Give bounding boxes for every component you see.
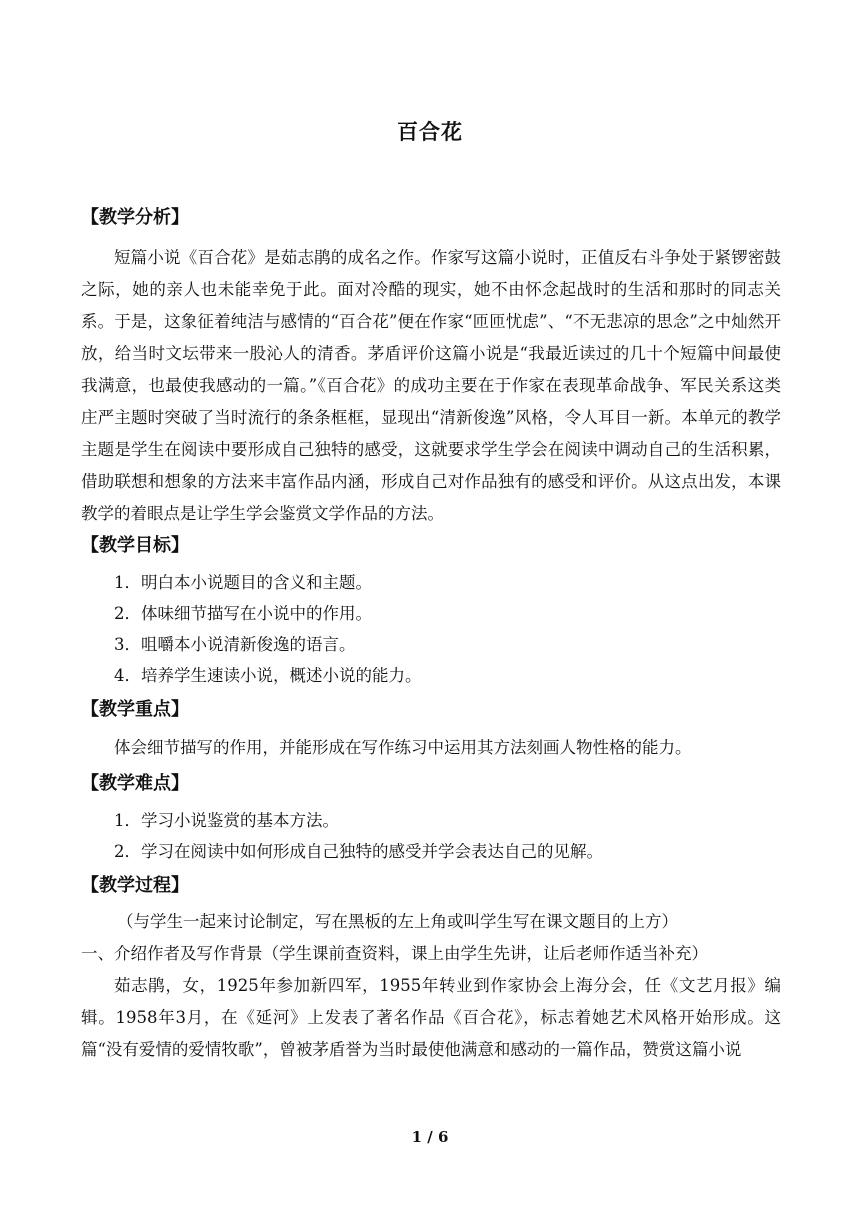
document-title: 百合花 xyxy=(397,120,463,144)
goal-item: 4．培养学生速读小说，概述小说的能力。 xyxy=(114,666,422,685)
section-heading-difficulties: 【教学难点】 xyxy=(81,773,189,794)
process-note: （与学生一起来讨论制定，写在黑板的左上角或叫学生写在课文题目的上方） xyxy=(117,912,678,931)
key-points-paragraph: 体会细节描写的作用，并能形成在写作练习中运用其方法刻画人物性格的能力。 xyxy=(114,738,692,757)
process-step-1: 一、介绍作者及写作背景（学生课前查资料，课上由学生先讲，让后老师作适当补充） xyxy=(81,944,708,963)
author-paragraph: 茹志鹃，女，1925年参加新四军，1955年转业到作家协会上海分会，任《文艺月报》编辑。1958年3月，在《延河》上发表了著名作品《百合花》，标志着她艺术风格开始形成。这篇“没有爱情的爱情牧歌”，曾被茅盾誉为当时最使他满意和感动的一篇作品，赞赏这篇小说 xyxy=(81,976,781,1059)
section-heading-goals: 【教学目标】 xyxy=(81,535,189,556)
goal-item: 3．咀嚼本小说清新俊逸的语言。 xyxy=(114,635,356,654)
goals-list xyxy=(81,567,781,691)
difficulties-list xyxy=(81,805,781,867)
section-heading-analysis: 【教学分析】 xyxy=(81,207,189,228)
page-number: 1 / 6 xyxy=(411,1128,449,1146)
section-heading-key-points: 【教学重点】 xyxy=(81,699,189,720)
document-body xyxy=(81,202,781,1066)
analysis-paragraph: 短篇小说《百合花》是茹志鹃的成名之作。作家写这篇小说时，正值反右斗争处于紧锣密鼓之际，她的亲人也未能幸免于此。面对冷酷的现实，她不由怀念起战时的生活和那时的同志关系。于是，这象征着纯洁与感情的“百合花”便在作家“匝匝忧虑”、“不无悲凉的思念”之中灿然开放，给当时文坛带来一股沁人的清香。茅盾评价这篇小说是“我最近读过的几十个短篇中间最使我满意，也最使我感动的一篇。”《百合花》的成功主要在于作家在表现革命战争、军民关系这类庄严主题时突破了当时流行的条条框框，显现出“清新俊逸”风格，令人耳目一新。本单元的教学主题是学生在阅读中要形成自己独特的感受，这就要求学生学会在阅读中调动自己的生活积累，借助联想和想象的方法来丰富作品内涵，形成自己对作品独有的感受和评价。从这点出发，本课教学的着眼点是让学生学会鉴赏文学作品的方法。 xyxy=(81,248,781,523)
goal-item: 1．明白本小说题目的含义和主题。 xyxy=(114,573,372,592)
goal-item: 2．体味细节描写在小说中的作用。 xyxy=(114,604,372,623)
difficulty-item: 2．学习在阅读中如何形成自己独特的感受并学会表达自己的见解。 xyxy=(114,842,603,861)
difficulty-item: 1．学习小说鉴赏的基本方法。 xyxy=(114,811,339,830)
section-heading-process: 【教学过程】 xyxy=(81,875,189,896)
